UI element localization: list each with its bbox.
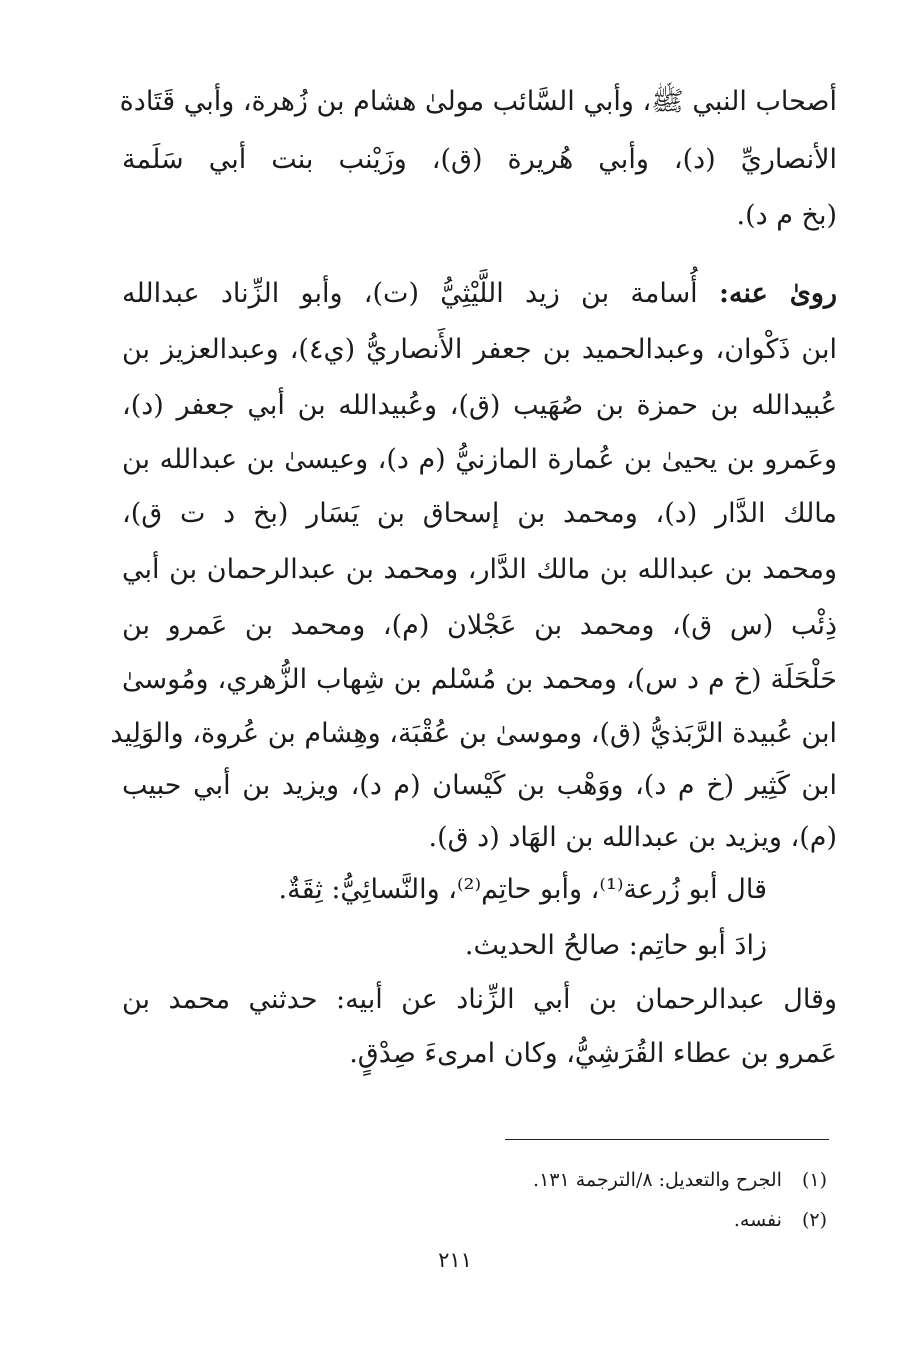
text-line: زادَ أبو حاتِم: صالحُ الحديث.: [464, 930, 767, 961]
text-line: عَمرو بن عطاء القُرَشِيُّ، وكان امرىءَ صِدْقٍ.: [349, 1038, 837, 1069]
footnote-text: الجرح والتعديل: ٨/الترجمة ١٣١.: [533, 1169, 782, 1191]
text-line: وقال عبدالرحمان بن أبي الزِّناد عن أبيه: حدثني محمد بن: [122, 984, 837, 1015]
text-line: ابن عُبيدة الرَّبَذيُّ (ق)، وموسىٰ بن عُقْبَة، وهِشام بن عُروة، والوَلِيد: [110, 718, 837, 749]
footnote: [734, 1202, 827, 1238]
footnote-text: نفسه.: [733, 1209, 782, 1231]
text-line: حَلْحَلَة (خ م د س)، ومحمد بن مُسْلم بن شِهاب الزُّهري، ومُوسىٰ: [122, 664, 837, 695]
text-line: (بخ م د).: [736, 200, 837, 231]
text-line: ومحمد بن عبدالله بن مالك الدَّار، ومحمد بن عبدالرحمان بن أبي: [122, 554, 837, 585]
text-line: عُبيدالله بن حمزة بن صُهَيب (ق)، وعُبيدالله بن أبي جعفر (د)،: [122, 390, 837, 421]
footnote-number: (١): [801, 1169, 827, 1191]
text-line: (م)، ويزيد بن عبدالله بن الهَاد (د ق).: [428, 822, 837, 853]
text-line: أصحاب النبي ﷺ، وأبي السَّائب مولىٰ هشام بن زُهرة، وأبي قَتَادة: [119, 86, 837, 117]
text-line: قال أبو زُرعة⁽¹⁾، وأبو حاتِم⁽²⁾، والنَّسائِيُّ: ثِقَةٌ.: [278, 874, 767, 905]
footnote-separator: [505, 1139, 829, 1140]
footnote: [533, 1162, 827, 1198]
text-line: أُسامة بن زيد اللَّيْثِيُّ (ت)، وأبو الزِّناد عبدالله: [122, 278, 698, 309]
text-line: ابن ذَكْوان، وعبدالحميد بن جعفر الأَنصاريُّ (ي٤)، وعبدالعزيز بن: [122, 334, 837, 365]
footnote-number: (٢): [801, 1209, 827, 1231]
page-number: ٢١١: [438, 1248, 472, 1272]
text-line: ابن كَثِير (خ م د)، ووَهْب بن كَيْسان (م د)، ويزيد بن أبي حبيب: [122, 770, 837, 801]
text-line: ذِئْب (س ق)، ومحمد بن عَجْلان (م)، ومحمد بن عَمرو بن: [122, 610, 837, 641]
section-label: روىٰ عنه:: [719, 278, 838, 309]
text-line: وعَمرو بن يحيىٰ بن عُمارة المازنيُّ (م د)، وعيسىٰ بن عبدالله بن: [122, 444, 837, 475]
text-line-with-label: [122, 266, 837, 322]
text-line: الأنصاريِّ (د)، وأبي هُريرة (ق)، وزَيْنب بنت أبي سَلَمة: [122, 144, 837, 175]
text-line: مالك الدَّار (د)، ومحمد بن إسحاق بن يَسَار (بخ د ت ق)،: [122, 498, 837, 529]
